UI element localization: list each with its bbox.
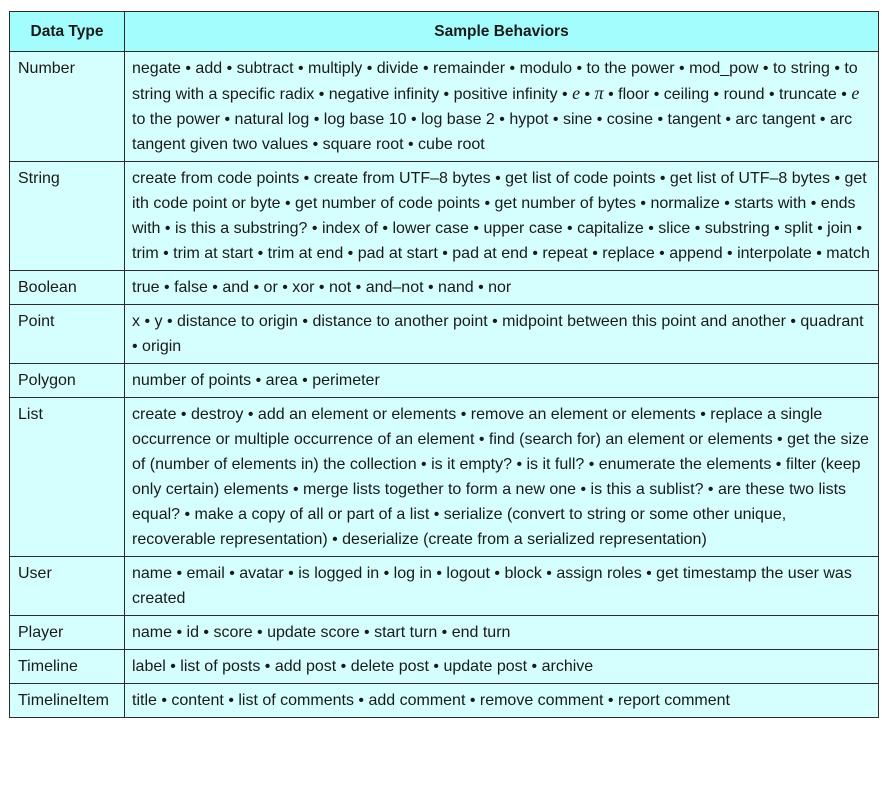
behaviors-cell — [125, 52, 879, 162]
behaviors-text: to the power • natural log • log base 10 • log base 2 • hypot • sine • cosine • tangent • arc tangent • arc tangent given two values • square root • cube root — [132, 111, 853, 153]
data-type-cell: String — [10, 162, 125, 271]
data-type-cell: Boolean — [10, 271, 125, 305]
table-row-timelineitem — [10, 684, 879, 718]
header-data-type: Data Type — [10, 12, 125, 52]
behaviors-text: negate • add • subtract • multiply • divide • remainder • modulo • to the power • mod_pow • to string • to string with a specific radix • negative infinity • positive infinity • — [132, 60, 858, 103]
table-row-user — [10, 557, 879, 616]
data-type-cell: TimelineItem — [10, 684, 125, 718]
table-header-row — [10, 12, 879, 52]
pi-symbol: π — [594, 83, 604, 103]
behaviors-cell: name • email • avatar • is logged in • log in • logout • block • assign roles • get timestamp the user was created — [125, 557, 879, 616]
behaviors-cell: create • destroy • add an element or elements • remove an element or elements • replace a single occurrence or multiple occurrence of an element • find (search for) an element or elements • get the size of (number of elements in) the collection • is it empty? • is it full? • enumerate the elements • filter (keep only certain) elements • merge lists together to form a new one • is this a sublist? • are these two lists equal? • make a copy of all or part of a list • serialize (convert to string or some other unique, recoverable representation) • deserialize (create from a serialized representation) — [125, 398, 879, 557]
data-type-cell: List — [10, 398, 125, 557]
behaviors-cell: number of points • area • perimeter — [125, 364, 879, 398]
data-type-cell: Player — [10, 616, 125, 650]
table-row-timeline — [10, 650, 879, 684]
table-row-string — [10, 162, 879, 271]
behaviors-cell: x • y • distance to origin • distance to another point • midpoint between this point and another • quadrant • origin — [125, 305, 879, 364]
behaviors-cell: create from code points • create from UTF–8 bytes • get list of code points • get list of UTF–8 bytes • get ith code point or byte • get number of code points • get number of bytes • normalize • starts with • ends with • is this a substring? • index of • lower case • upper case • capitalize • slice • substring • split • join • trim • trim at start • trim at end • pad at start • pad at end • repeat • replace • append • interpolate • match — [125, 162, 879, 271]
behaviors-cell: title • content • list of comments • add comment • remove comment • report comment — [125, 684, 879, 718]
data-type-cell: Point — [10, 305, 125, 364]
euler-e-symbol: e — [851, 83, 860, 103]
behaviors-cell: label • list of posts • add post • delete post • update post • archive — [125, 650, 879, 684]
data-type-cell: User — [10, 557, 125, 616]
euler-e-symbol: e — [572, 83, 581, 103]
header-sample-behaviors: Sample Behaviors — [125, 12, 879, 52]
table-row-boolean — [10, 271, 879, 305]
behaviors-cell: name • id • score • update score • start turn • end turn — [125, 616, 879, 650]
data-type-cell: Polygon — [10, 364, 125, 398]
data-type-cell: Timeline — [10, 650, 125, 684]
data-type-cell: Number — [10, 52, 125, 162]
behaviors-text: • floor • ceiling • round • truncate • — [603, 86, 852, 103]
table-row-polygon — [10, 364, 879, 398]
data-types-table-container — [9, 11, 878, 718]
behaviors-text: • — [580, 86, 595, 103]
table-row-point — [10, 305, 879, 364]
table-row-player — [10, 616, 879, 650]
table-row-list — [10, 398, 879, 557]
table-row-number — [10, 52, 879, 162]
behaviors-cell: true • false • and • or • xor • not • and–not • nand • nor — [125, 271, 879, 305]
data-types-table — [9, 11, 879, 718]
